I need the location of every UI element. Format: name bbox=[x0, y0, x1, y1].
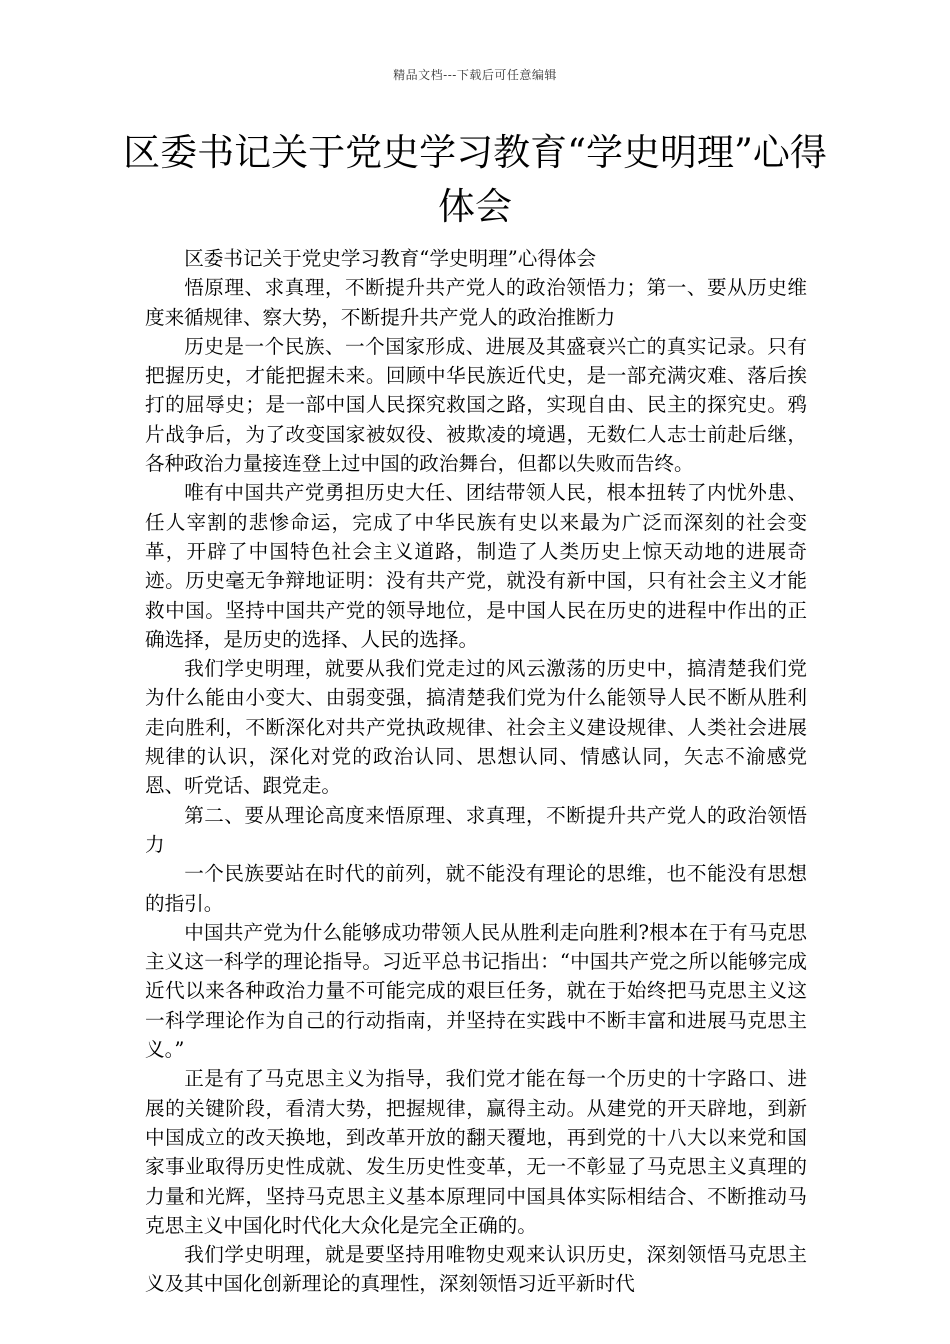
paragraph: 唯有中国共产党勇担历史大任、团结带领人民，根本扭转了内忧外患、任人宰割的悲惨命运，完成了中华民族有史以来最为广泛而深刻的社会变革，开辟了中国特色社会主义道路，制造了人类历史上惊天动地的进展奇迹。历史毫无争辩地证明：没有共产党，就没有新中国，只有社会主义才能救中国。坚持中国共产党的领导地位，是中国人民在历史的进程中作出的正确选择，是历史的选择、人民的选择。 bbox=[145, 481, 807, 651]
paragraph: 一个民族要站在时代的前列，就不能没有理论的思维，也不能没有思想的指引。 bbox=[145, 862, 807, 915]
paragraph: 中国共产党为什么能够成功带领人民从胜利走向胜利?根本在于有马克思主义这一科学的理论指导。习近平总书记指出：“中国共产党之所以能够完成近代以来各种政治力量不可能完成的艰巨任务，就在于始终把马克思主义这一科学理论作为自己的行动指南，并坚持在实践中不断丰富和进展马克思主义。” bbox=[145, 920, 807, 1062]
paragraph: 区委书记关于党史学习教育“学史明理”心得体会 bbox=[184, 247, 597, 270]
paragraph: 第二、要从理论高度来悟原理、求真理，不断提升共产党人的政治领悟力 bbox=[145, 803, 807, 856]
paragraph: 历史是一个民族、一个国家形成、进展及其盛衰兴亡的真实记录。只有把握历史，才能把握未来。回顾中华民族近代史，是一部充满灾难、落后挨打的屈辱史；是一部中国人民探究救国之路，实现自由、民主的探究史。鸦片战争后，为了改变国家被奴役、被欺凌的境遇，无数仁人志士前赴后继，各种政治力量接连登上过中国的政治舞台，但都以失败而告终。 bbox=[145, 334, 807, 476]
document-body bbox=[145, 244, 807, 1299]
paragraph: 悟原理、求真理，不断提升共产党人的政治领悟力；第一、要从历史维度来循规律、察大势，不断提升共产党人的政治推断力 bbox=[145, 276, 807, 329]
document-title: 区委书记关于党史学习教育“学史明理”心得体会 bbox=[123, 131, 827, 228]
paragraph: 正是有了马克思主义为指导，我们党才能在每一个历史的十字路口、进展的关键阶段，看清大势，把握规律，赢得主动。从建党的开天辟地，到新中国成立的改天换地，到改革开放的翻天覆地，再到党的十八大以来党和国家事业取得历史性成就、发生历史性变革，无一不彰显了马克思主义真理的力量和光辉，坚持马克思主义基本原理同中国具体实际相结合、不断推动马克思主义中国化时代化大众化是完全正确的。 bbox=[145, 1067, 807, 1237]
paragraph: 我们学史明理，就是要坚持用唯物史观来认识历史，深刻领悟马克思主义及其中国化创新理论的真理性，深刻领悟习近平新时代 bbox=[145, 1243, 807, 1296]
paragraph: 我们学史明理，就要从我们党走过的风云激荡的历史中，搞清楚我们党为什么能由小变大、由弱变强，搞清楚我们党为什么能领导人民不断从胜利走向胜利，不断深化对共产党执政规律、社会主义建设规律、人类社会进展规律的认识，深化对党的政治认同、思想认同、情感认同，矢志不渝感党恩、听党话、跟党走。 bbox=[145, 657, 807, 798]
page-header: 精品文档---下载后可任意编辑 bbox=[393, 68, 557, 82]
